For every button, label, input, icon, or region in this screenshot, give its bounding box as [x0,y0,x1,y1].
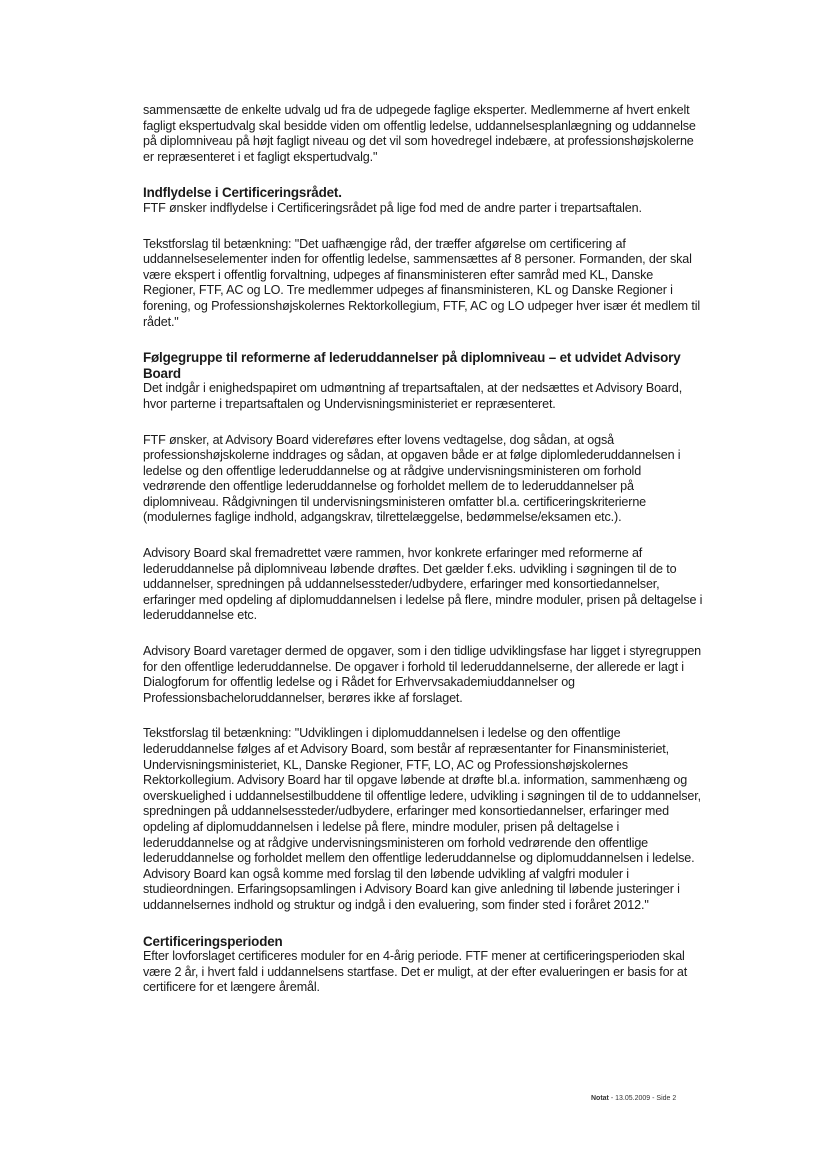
footer-separator: - [608,1095,616,1102]
heading-certification-period: Certificeringsperioden [143,933,283,949]
paragraph-agreement-paper: Det indgår i enighedspapiret om udmøntning af trepartsaftalen, at der nedsættes et Advisory Board, hvor parterne i trepartsaftalen og Undervisningsministeriet er repræsenteret. [143,381,683,411]
paragraph-certification-period: Efter lovforslaget certificeres moduler for en 4-årig periode. FTF mener at certificeringsperioden skal være 2 år, i hvert fald i uddannelsens startfase. Det er muligt, at der efter evalueringen er basis for at certificere for et længere åremål. [143,949,688,995]
page-footer [591,1094,676,1103]
footer-label: Notat [591,1095,609,1102]
paragraph-ftf-influence: FTF ønsker indflydelse i Certificeringsrådet på lige fod med de andre parter i trepartsaftalen. [143,200,642,215]
footer-separator: - [650,1095,657,1102]
document-body [143,103,707,1016]
paragraph-ftf-wishes: FTF ønsker, at Advisory Board videreføres efter lovens vedtagelse, dog sådan, at også professionshøjskolerne inddrages og sådan, at opgaven både er at følge diplomlederuddannelsen i ledelse og den offentlige lederuddannelse og at rådgive undervisningsministeren om forhold vedrørende den offentlige lederuddannelse og forholdet mellem de to lederuddannelser på diplomniveau. Rådgivningen til undervisningsministeren omfatter bl.a. certificeringskriterierne (modulernes faglige indhold, adgangskrav, tilrettelæggelse, bedømmelse/eksamen etc.). [143,432,681,525]
heading-certification-council: Indflydelse i Certificeringsrådet. [143,185,342,201]
heading-advisory-board: Følgegruppe til reformerne af lederuddannelser på diplomniveau – et udvidet Advisory Board [143,350,681,381]
paragraph-advisory-framework: Advisory Board skal fremadrettet være rammen, hvor konkrete erfaringer med reformerne af lederuddannelse på diplomniveau løbende drøftes. Det gælder f.eks. udvikling i søgningen til de to uddannelser, spredningen på uddannelsessteder/udbydere, erfaringer med konsortiedannelser, erfaringer med opdeling af diplomuddannelsen i ledelse på flere, mindre moduler, prisen på deltagelse i lederuddannelse etc. [143,546,703,623]
paragraph-text-proposal-advisory: Tekstforslag til betænkning: "Udviklingen i diplomuddannelsen i ledelse og den offentlige lederuddannelse følges af et Advisory Board, som består af repræsentanter for Finansministeriet, Undervisningsministeriet, KL, Danske Regioner, FTF, LO, AC og Professionshøjskolernes Rektorkollegium. Advisory Board har til opgave løbende at drøfte bl.a. information, sammenhæng og overskuelighed i uddannelsestilbuddene til offentlige ledere, udvikling i søgningen til de to uddannelser, spredningen på uddannelsessteder/udbydere, erfaringer med konsortiedannelser, erfaringer med opdeling af diplomuddannelsen i ledelse på flere, mindre moduler, prisen på deltagelse i lederuddannelse og at rådgive undervisningsministeren om forhold vedrørende den offentlige lederuddannelse og forholdet mellem den offentlige lederuddannelse og diplomuddannelsen i ledelse. Advisory Board kan også komme med forslag til den løbende udvikling af valgfri moduler i studieordningen. Erfaringsopsamlingen i Advisory Board kan give anledning til løbende justeringer i uddannelsernes indhold og struktur og indgå i den evaluering, som finder sted i foråret 2012." [143,726,701,912]
footer-page-number: Side 2 [656,1095,677,1102]
paragraph-text-proposal-council: Tekstforslag til betænkning: "Det uafhængige råd, der træffer afgørelse om certificering af uddannelseselementer inden for offentlig ledelse, sammensættes af 8 personer. Formanden, der skal være ekspert i offentlig forvaltning, udpeges af finansministeren efter samråd med KL, Danske Regioner, FTF, AC og LO. Tre medlemmer udpeges af finansministeren, KL og Danske Regioner i forening, og Professionshøjskolernes Rektorkollegium, FTF, AC og LO udpeger hver især ét medlem til rådet." [143,236,701,329]
paragraph-advisory-tasks: Advisory Board varetager dermed de opgaver, som i den tidlige udviklingsfase har ligget i styregruppen for den offentlige lederuddannelse. De opgaver i forhold til lederuddannelserne, der allerede er lagt i Dialogforum for offentlig ledelse og i Rådet for Erhvervsakademiuddannelser og Professionsbacheloruddannelser, berøres ikke af forslaget. [143,644,702,705]
footer-date: 13.05.2009 [615,1095,651,1102]
paragraph-expert-committees: sammensætte de enkelte udvalg ud fra de udpegede faglige eksperter. Medlemmerne af hvert enkelt fagligt ekspertudvalg skal besidde viden om offentlig ledelse, uddannelsesplanlægning og uddannelse på diplomniveau på højt fagligt niveau og det vil som hovedregel indebære, at professionshøjskolerne er repræsenteret i et fagligt ekspertudvalg." [143,103,696,164]
